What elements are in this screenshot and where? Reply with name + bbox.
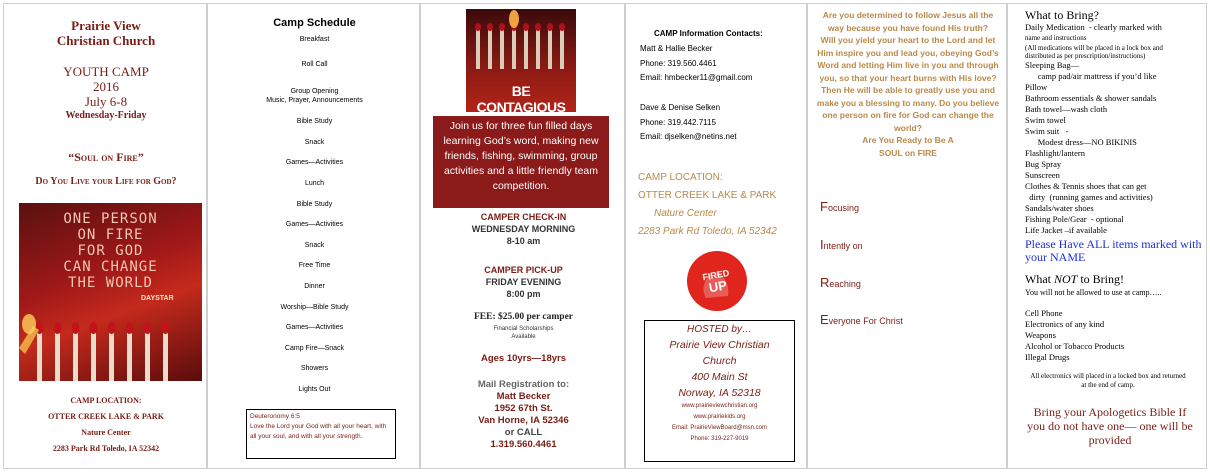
not-title-post: to Bring!	[1077, 272, 1125, 286]
event-info	[4, 64, 207, 122]
list-item: Cell Phone	[1025, 308, 1063, 318]
hosted-by: HOSTED by…	[686, 324, 752, 335]
name-notice: Please Have ALL items marked with your NAME	[1025, 237, 1202, 264]
acrostic-i	[820, 237, 863, 252]
list-item: Bath towel—wash cloth	[1025, 104, 1108, 114]
list-item: Modest dress—NO BIKINIS	[1025, 137, 1137, 147]
host-contact	[645, 401, 794, 445]
list-item: Daily Medication - clearly marked with	[1025, 22, 1162, 32]
mail-label: Mail Registration to:	[477, 379, 570, 390]
checkin-time: 8-10 am	[506, 236, 541, 246]
contagious-image	[466, 9, 576, 115]
host-name	[645, 337, 794, 401]
list-item: Bug Spray	[1025, 159, 1062, 169]
matches-illustration	[19, 308, 202, 381]
poster-line: ON FIRE	[77, 227, 144, 243]
not-intro: You will not be allowed to use at camp…..	[1025, 288, 1162, 297]
location-center: Nature Center	[654, 208, 717, 219]
poster-line: ONE PERSON	[63, 211, 158, 227]
list-item: Sleeping Bag—	[1025, 60, 1080, 70]
soul-on-fire-message: Are you determined to follow Jesus all the way because you have found His truth? Will you yield your heart to the Lord and let Him inspire you and lead you, obeying God’s Word and letting Him live in you and through you, so that your heart burns with His love? Then He will be able to greatly use you and make you a blessing to many. Do you believe one person on fire for God can change the world? Are You Ready to Be A SOUL on FIRE	[816, 10, 1000, 158]
acrostic-rest: eaching	[829, 279, 861, 289]
checkin-day: WEDNESDAY MORNING	[471, 224, 576, 234]
pickup-time: 8:00 pm	[506, 289, 541, 299]
location-label: CAMP LOCATION:	[70, 396, 142, 405]
schedule-item: Roll Call	[301, 61, 328, 68]
logo-line2: UP	[707, 277, 729, 296]
not-title-pre: What	[1025, 272, 1054, 286]
contact2-phone: Phone: 319.442.7115	[640, 117, 716, 127]
panel-packing	[1007, 3, 1207, 469]
location-name: OTTER CREEK LAKE & PARK	[48, 412, 164, 421]
schedule-title: Camp Schedule	[273, 17, 356, 29]
hosted-box	[644, 320, 795, 462]
logo-line1: FIRED	[701, 267, 731, 283]
host-street: 400 Main St	[691, 371, 748, 383]
list-item: name and instructions	[1025, 34, 1087, 42]
location-label: CAMP LOCATION:	[638, 172, 723, 183]
contacts-location	[638, 169, 777, 241]
contagious-text: BE CONTAGIOUS	[476, 83, 566, 115]
list-item: camp pad/air mattress if you’d like	[1025, 71, 1157, 81]
list-item: Clothes & Tennis shoes that can get	[1025, 181, 1147, 191]
location-center: Nature Center	[81, 428, 131, 437]
list-item: (All medications will be placed in a lock box and	[1025, 44, 1163, 52]
acrostic-e	[820, 312, 903, 327]
not-list	[1025, 308, 1205, 363]
poster-line: THE WORLD	[68, 275, 153, 291]
location-address: 2283 Park Rd Toledo, IA 52342	[638, 226, 777, 237]
not-title-em: NOT	[1054, 272, 1078, 286]
schedule-item: Bible Study	[296, 201, 333, 208]
theme-question: Do You Live your Life for God?	[35, 176, 177, 187]
mail-name: Matt Becker	[496, 391, 551, 402]
list-item: distributed as per prescription/instructions)	[1025, 52, 1146, 60]
schedule-item: Snack	[304, 242, 325, 249]
scholarship-line2: Available	[511, 334, 536, 340]
schedule-item: Lights Out	[298, 386, 331, 393]
acrostic-rest: ntently on	[823, 241, 863, 251]
list-item: Alcohol or Tobacco Products	[1025, 341, 1125, 351]
contact1-email[interactable]: Email: hmbecker11@gmail.com	[640, 73, 753, 82]
mail-street: 1952 67th St.	[494, 403, 553, 414]
list-item: Pillow	[1025, 82, 1048, 92]
contact2-email[interactable]: Email: djselken@netins.net	[640, 132, 737, 141]
poster-line: FOR GOD	[77, 243, 144, 259]
registration-phone: 1.319.560.4461	[490, 439, 557, 450]
host-phone: Phone: 319-227-9019	[690, 436, 749, 442]
schedule-item: Bible Study	[296, 118, 333, 125]
mail-city: Van Horne, IA 52346	[478, 415, 569, 426]
acrostic-letter: I	[820, 237, 824, 252]
contacts-title: CAMP Information Contacts:	[654, 29, 763, 38]
list-item: Weapons	[1025, 330, 1056, 340]
location-name: OTTER CREEK LAKE & PARK	[638, 190, 777, 201]
host-name-line2: Church	[702, 355, 737, 367]
location-address: 2283 Park Rd Toledo, IA 52342	[52, 444, 160, 453]
schedule-item: Group Opening	[290, 88, 339, 95]
acrostic-rest: veryone For Christ	[828, 316, 903, 326]
acrostic-rest: ocusing	[827, 203, 859, 213]
panel-schedule	[207, 3, 420, 469]
what-to-bring-title: What to Bring?	[1025, 8, 1099, 22]
scholarships	[421, 325, 625, 341]
host-website1[interactable]: www.prairieviewchristian.org	[681, 403, 758, 409]
panel-registration	[420, 3, 625, 469]
poster-line: CAN CHANGE	[63, 259, 158, 275]
list-item: Electronics of any kind	[1025, 319, 1105, 329]
invite-text: Join us for three fun filled days learning God’s word, making new friends, fishing, swimming, group activities and a little friendly team competition.	[433, 116, 609, 208]
schedule-item: Worship—Bible Study	[280, 304, 349, 311]
pickup-day: FRIDAY EVENING	[485, 277, 562, 287]
contact-1	[640, 42, 752, 86]
schedule-item: Games—Activities	[285, 221, 344, 228]
schedule-item: Dinner	[304, 283, 325, 290]
verse-reference: Deuteronomy 6:5	[250, 413, 300, 420]
church-name	[4, 18, 207, 48]
verse-text: Love the Lord your God with all your heart, with all your soul, and with all your strength.	[250, 423, 387, 440]
schedule-item: Camp Fire—Snack	[284, 345, 345, 352]
event-title: YOUTH CAMP	[63, 64, 149, 79]
not-to-bring-title	[1025, 272, 1124, 287]
church-name-line2: Christian Church	[56, 33, 156, 48]
acrostic-letter: E	[820, 312, 829, 327]
or-call: or CALL	[504, 427, 543, 438]
host-email[interactable]: Email: PrairieViewBoard@msn.com	[671, 425, 767, 431]
contact1-phone: Phone: 319.560.4461	[640, 58, 717, 68]
theme-title: “Soul on Fire”	[68, 150, 144, 164]
pickup-label: CAMPER PICK-UP	[484, 265, 563, 275]
cover-location	[4, 393, 207, 457]
schedule-item: Games—Activities	[285, 324, 344, 331]
church-name-line1: Prairie View	[71, 18, 141, 33]
event-dates: July 6-8	[84, 94, 128, 109]
mail-registration	[421, 379, 625, 451]
checkin-block	[421, 211, 625, 247]
list-item: Flashlight/lantern	[1025, 148, 1085, 158]
acrostic-letter: F	[820, 199, 828, 214]
acrostic-r	[820, 275, 861, 290]
poster-image	[19, 203, 202, 381]
panel-contacts	[625, 3, 807, 469]
schedule-item: Music, Prayer, Announcements	[266, 97, 363, 104]
verse-box	[246, 409, 396, 459]
list-item: dirty (running games and activities)	[1025, 192, 1153, 202]
host-city: Norway, IA 52318	[678, 387, 761, 399]
list-item: Bathroom essentials & shower sandals	[1025, 93, 1157, 103]
list-item: Swim suit -	[1025, 126, 1069, 136]
pickup-block	[421, 264, 625, 300]
schedule-item: Free Time	[298, 262, 331, 269]
host-name-line1: Prairie View Christian	[669, 339, 770, 351]
host-website2[interactable]: www.prairiekids.org	[693, 414, 746, 420]
schedule-item: Showers	[300, 365, 329, 372]
list-item: Illegal Drugs	[1025, 352, 1070, 362]
electronics-note: All electronics will placed in a locked box and returned at the end of camp.	[1030, 372, 1186, 389]
event-year: 2016	[93, 79, 119, 94]
event-days: Wednesday-Friday	[65, 110, 147, 121]
bible-note: Bring your Apologetics Bible If you do not have one— one will be provided	[1027, 405, 1193, 447]
poster-brand: DAYSTAR	[141, 295, 174, 302]
schedule-item: Games—Activities	[285, 159, 344, 166]
panel-cover	[3, 3, 207, 469]
list-item: Life Jacket –if available	[1025, 225, 1107, 235]
checkin-label: CAMPER CHECK-IN	[480, 212, 567, 222]
schedule-item: Snack	[304, 139, 325, 146]
list-item: Swim towel	[1025, 115, 1066, 125]
list-item: Sandals/water shoes	[1025, 203, 1094, 213]
list-item: Fishing Pole/Gear - optional	[1025, 214, 1124, 224]
contact1-name: Matt & Hallie Becker	[640, 44, 713, 53]
contact-2	[640, 101, 737, 145]
matches-row	[466, 9, 576, 69]
bring-list	[1025, 22, 1205, 236]
poster-text	[19, 211, 202, 291]
scholarship-line1: Financial Scholarships	[493, 326, 554, 332]
schedule-item: Breakfast	[299, 36, 330, 43]
panel-message	[807, 3, 1007, 469]
schedule-item: Lunch	[304, 180, 325, 187]
acrostic-letter: R	[820, 275, 830, 290]
ages: Ages 10yrs—18yrs	[480, 353, 567, 364]
list-item: Sunscreen	[1025, 170, 1060, 180]
fee: FEE: $25.00 per camper	[473, 312, 574, 322]
contact2-name: Dave & Denise Selken	[640, 103, 721, 112]
acrostic-f	[820, 199, 859, 214]
